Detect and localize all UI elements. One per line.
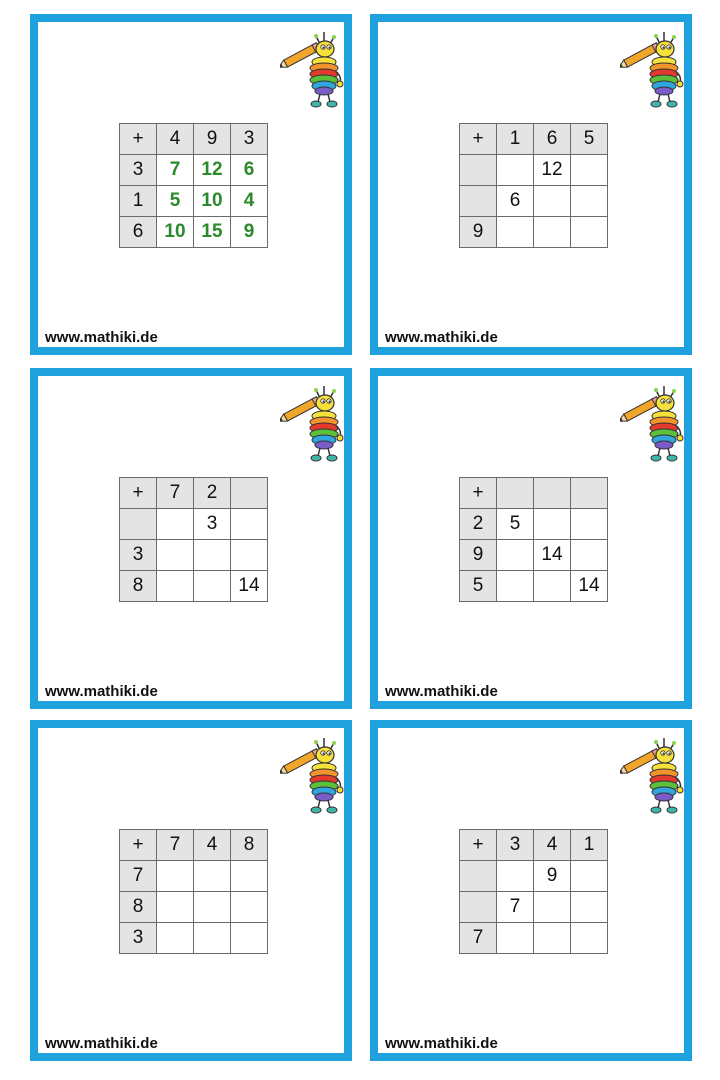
addition-table xyxy=(459,123,608,248)
answer-cell[interactable]: 12 xyxy=(534,155,571,186)
answer-cell[interactable] xyxy=(497,861,534,892)
header-cell: 7 xyxy=(460,923,497,954)
header-cell: 4 xyxy=(157,124,194,155)
answer-cell[interactable] xyxy=(497,217,534,248)
header-cell: 3 xyxy=(120,540,157,571)
header-cell: 7 xyxy=(157,830,194,861)
table-row xyxy=(120,155,268,186)
answer-cell[interactable]: 5 xyxy=(497,509,534,540)
header-cell xyxy=(120,509,157,540)
answer-cell[interactable]: 14 xyxy=(231,571,268,602)
card-4 xyxy=(370,368,692,709)
table-row xyxy=(120,571,268,602)
header-cell: 9 xyxy=(194,124,231,155)
website-url: www.mathiki.de xyxy=(385,1035,498,1052)
answer-cell: 5 xyxy=(157,186,194,217)
answer-cell: 10 xyxy=(157,217,194,248)
header-cell: 7 xyxy=(157,478,194,509)
header-cell: 9 xyxy=(460,217,497,248)
header-cell: 9 xyxy=(460,540,497,571)
bee-mascot-icon xyxy=(280,738,344,818)
bee-mascot-icon xyxy=(620,738,684,818)
answer-cell[interactable] xyxy=(157,571,194,602)
table-row xyxy=(120,861,268,892)
addition-table xyxy=(119,829,268,954)
answer-cell[interactable]: 9 xyxy=(534,861,571,892)
header-cell: 7 xyxy=(120,861,157,892)
operator-cell: + xyxy=(120,830,157,861)
header-cell: 4 xyxy=(194,830,231,861)
header-cell xyxy=(460,861,497,892)
header-cell: 3 xyxy=(120,923,157,954)
header-cell xyxy=(497,478,534,509)
answer-cell[interactable] xyxy=(571,540,608,571)
header-cell: 1 xyxy=(497,124,534,155)
addition-table xyxy=(459,829,608,954)
bee-mascot-icon xyxy=(280,32,344,112)
answer-cell[interactable] xyxy=(497,923,534,954)
addition-table xyxy=(459,477,608,602)
answer-cell: 7 xyxy=(157,155,194,186)
header-cell: 1 xyxy=(571,830,608,861)
answer-cell[interactable] xyxy=(571,892,608,923)
operator-cell: + xyxy=(460,478,497,509)
header-cell: 6 xyxy=(534,124,571,155)
website-url: www.mathiki.de xyxy=(45,683,158,700)
header-cell: 3 xyxy=(120,155,157,186)
answer-cell[interactable] xyxy=(194,861,231,892)
header-cell xyxy=(231,478,268,509)
header-cell: 2 xyxy=(460,509,497,540)
card-3 xyxy=(30,368,352,709)
bee-mascot-icon xyxy=(620,386,684,466)
table-row xyxy=(460,830,608,861)
header-cell: 5 xyxy=(460,571,497,602)
table-row xyxy=(460,540,608,571)
answer-cell[interactable] xyxy=(194,540,231,571)
answer-cell[interactable] xyxy=(534,892,571,923)
table-row xyxy=(460,861,608,892)
answer-cell[interactable] xyxy=(231,861,268,892)
answer-cell[interactable] xyxy=(571,186,608,217)
answer-cell[interactable] xyxy=(157,892,194,923)
operator-cell: + xyxy=(460,830,497,861)
answer-cell[interactable] xyxy=(231,540,268,571)
website-url: www.mathiki.de xyxy=(45,329,158,346)
addition-table xyxy=(119,123,268,248)
answer-cell[interactable] xyxy=(571,923,608,954)
table-row xyxy=(460,155,608,186)
answer-cell[interactable] xyxy=(571,217,608,248)
addition-table xyxy=(119,477,268,602)
answer-cell[interactable]: 14 xyxy=(534,540,571,571)
header-cell: 2 xyxy=(194,478,231,509)
table-row xyxy=(460,478,608,509)
website-url: www.mathiki.de xyxy=(45,1035,158,1052)
table-row xyxy=(120,923,268,954)
header-cell: 6 xyxy=(120,217,157,248)
answer-cell: 9 xyxy=(231,217,268,248)
header-cell xyxy=(460,186,497,217)
operator-cell: + xyxy=(120,124,157,155)
answer-cell[interactable]: 7 xyxy=(497,892,534,923)
answer-cell[interactable] xyxy=(571,155,608,186)
header-cell: 8 xyxy=(120,892,157,923)
website-url: www.mathiki.de xyxy=(385,683,498,700)
answer-cell[interactable] xyxy=(534,217,571,248)
card-1 xyxy=(30,14,352,355)
answer-cell[interactable]: 3 xyxy=(194,509,231,540)
header-cell xyxy=(534,478,571,509)
answer-cell[interactable]: 14 xyxy=(571,571,608,602)
header-cell xyxy=(571,478,608,509)
answer-cell[interactable] xyxy=(497,155,534,186)
card-6 xyxy=(370,720,692,1061)
answer-cell[interactable] xyxy=(231,892,268,923)
header-cell: 4 xyxy=(534,830,571,861)
answer-cell[interactable] xyxy=(157,861,194,892)
answer-cell[interactable] xyxy=(231,923,268,954)
header-cell xyxy=(460,155,497,186)
answer-cell[interactable] xyxy=(571,509,608,540)
answer-cell[interactable] xyxy=(571,861,608,892)
answer-cell[interactable] xyxy=(534,923,571,954)
table-row xyxy=(460,509,608,540)
answer-cell[interactable] xyxy=(194,892,231,923)
header-cell: 3 xyxy=(231,124,268,155)
answer-cell[interactable] xyxy=(157,509,194,540)
table-row xyxy=(460,923,608,954)
table-row xyxy=(460,217,608,248)
table-row xyxy=(460,571,608,602)
table-row xyxy=(120,217,268,248)
header-cell: 8 xyxy=(120,571,157,602)
table-row xyxy=(120,830,268,861)
answer-cell[interactable]: 6 xyxy=(497,186,534,217)
table-row xyxy=(460,186,608,217)
website-url: www.mathiki.de xyxy=(385,329,498,346)
answer-cell[interactable] xyxy=(194,571,231,602)
table-row xyxy=(120,186,268,217)
answer-cell: 4 xyxy=(231,186,268,217)
answer-cell: 6 xyxy=(231,155,268,186)
answer-cell[interactable] xyxy=(194,923,231,954)
answer-cell[interactable] xyxy=(497,571,534,602)
table-row xyxy=(460,124,608,155)
table-row xyxy=(460,892,608,923)
table-row xyxy=(120,540,268,571)
table-row xyxy=(120,509,268,540)
table-row xyxy=(120,124,268,155)
card-2 xyxy=(370,14,692,355)
bee-mascot-icon xyxy=(620,32,684,112)
answer-cell[interactable] xyxy=(231,509,268,540)
table-row xyxy=(120,892,268,923)
header-cell xyxy=(460,892,497,923)
answer-cell[interactable] xyxy=(157,540,194,571)
header-cell: 8 xyxy=(231,830,268,861)
bee-mascot-icon xyxy=(280,386,344,466)
header-cell: 3 xyxy=(497,830,534,861)
answer-cell: 12 xyxy=(194,155,231,186)
answer-cell[interactable] xyxy=(497,540,534,571)
answer-cell[interactable] xyxy=(534,186,571,217)
answer-cell: 10 xyxy=(194,186,231,217)
answer-cell[interactable] xyxy=(157,923,194,954)
operator-cell: + xyxy=(120,478,157,509)
answer-cell[interactable] xyxy=(534,571,571,602)
answer-cell: 15 xyxy=(194,217,231,248)
header-cell: 1 xyxy=(120,186,157,217)
table-row xyxy=(120,478,268,509)
answer-cell[interactable] xyxy=(534,509,571,540)
header-cell: 5 xyxy=(571,124,608,155)
card-5 xyxy=(30,720,352,1061)
operator-cell: + xyxy=(460,124,497,155)
